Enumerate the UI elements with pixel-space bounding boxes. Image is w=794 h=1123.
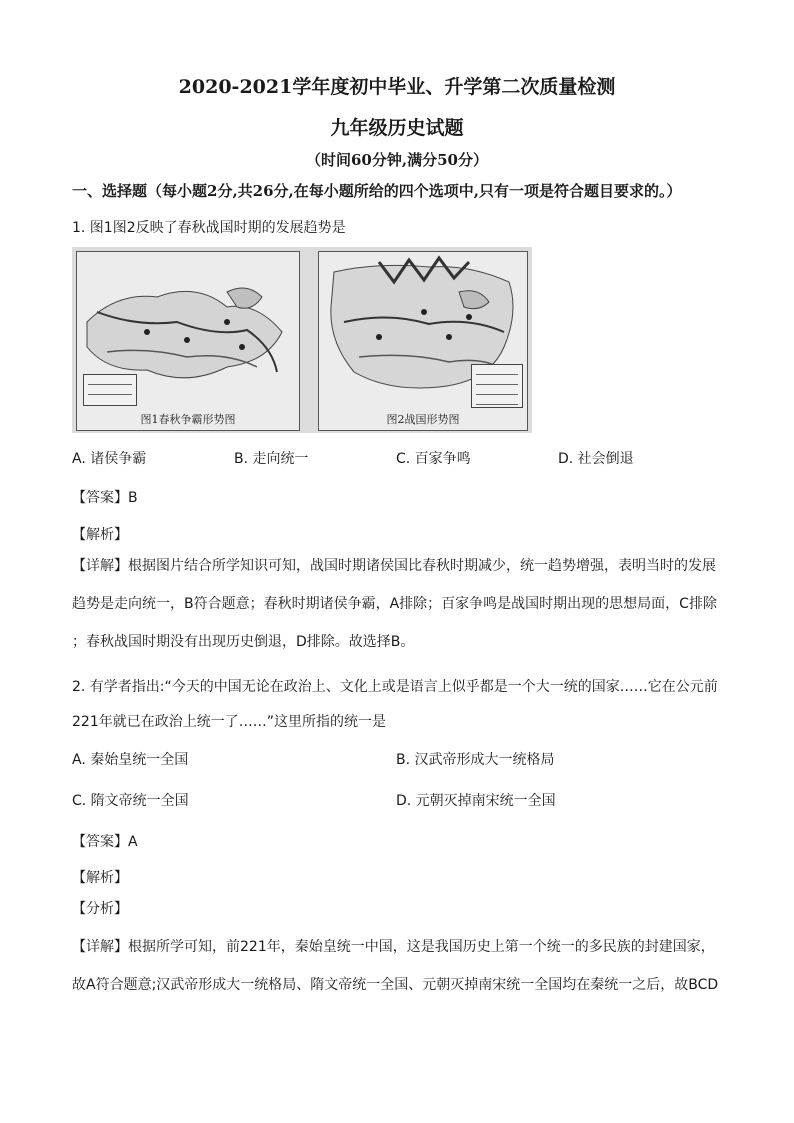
q2-detail-line: 【详解】根据所学可知，前221年，秦始皇统一中国，这是我国历史上第一个统一的多民族的封建国家， — [72, 939, 715, 955]
figure2-caption: 图2战国形势图 — [386, 413, 460, 426]
section-heading: 一、选择题（每小题2分,共26分,在每小题所给的四个选项中,只有一项是符合题目要求的。） — [72, 182, 682, 200]
q1-option-c: C. 百家争鸣 — [396, 451, 471, 467]
q2-detail-line: 故A符合题意;汉武帝形成大一统格局、隋文帝统一全国、元朝灭掉南宋统一全国均在秦统一之后，故BCD — [72, 977, 719, 993]
q1-detail-line: 【详解】根据图片结合所学知识可知，战国时期诸侯国比春秋时期减少，统一趋势增强，表明当时的发展 — [72, 558, 716, 574]
q1-stem: 1. 图1图2反映了春秋战国时期的发展趋势是 — [72, 220, 346, 236]
q2-option-a: A. 秦始皇统一全国 — [72, 752, 189, 768]
q2-fenxi-label: 【分析】 — [72, 901, 128, 917]
figure2-map — [318, 251, 528, 431]
q1-detail-line: 趋势是走向统一，B符合题意；春秋时期诸侯争霸，A排除；百家争鸣是战国时期出现的思想局面，C排除 — [72, 596, 717, 612]
q2-option-d: D. 元朝灭掉南宋统一全国 — [396, 793, 556, 809]
q2-option-c: C. 隋文帝统一全国 — [72, 793, 189, 809]
q1-analysis-label: 【解析】 — [72, 527, 128, 543]
q2-answer: 【答案】A — [72, 834, 138, 850]
exam-subtitle: 九年级历史试题 — [330, 117, 464, 139]
q1-option-d: D. 社会倒退 — [558, 451, 634, 467]
q1-answer: 【答案】B — [72, 490, 138, 506]
q2-stem-line: 221年就已在政治上统一了……”这里所指的统一是 — [72, 714, 386, 730]
q1-option-a: A. 诸侯争霸 — [72, 451, 147, 467]
q1-detail-line: ；春秋战国时期没有出现历史倒退，D排除。故选择B。 — [72, 634, 415, 650]
q2-option-b: B. 汉武帝形成大一统格局 — [396, 752, 555, 768]
figure2-legend — [471, 364, 523, 408]
figure1-caption: 图1春秋争霸形势图 — [140, 413, 236, 426]
q1-figures — [72, 247, 532, 433]
figure1-map — [76, 251, 300, 431]
time-note: （时间60分钟,满分50分） — [306, 151, 488, 169]
exam-title: 2020-2021学年度初中毕业、升学第二次质量检测 — [178, 76, 616, 98]
q1-option-b: B. 走向统一 — [234, 451, 309, 467]
figure1-legend — [83, 374, 137, 406]
q2-analysis-label: 【解析】 — [72, 870, 128, 886]
q2-stem-line: 2. 有学者指出:“今天的中国无论在政治上、文化上或是语言上似乎都是一个大一统的国家……它在公元前 — [72, 679, 718, 695]
